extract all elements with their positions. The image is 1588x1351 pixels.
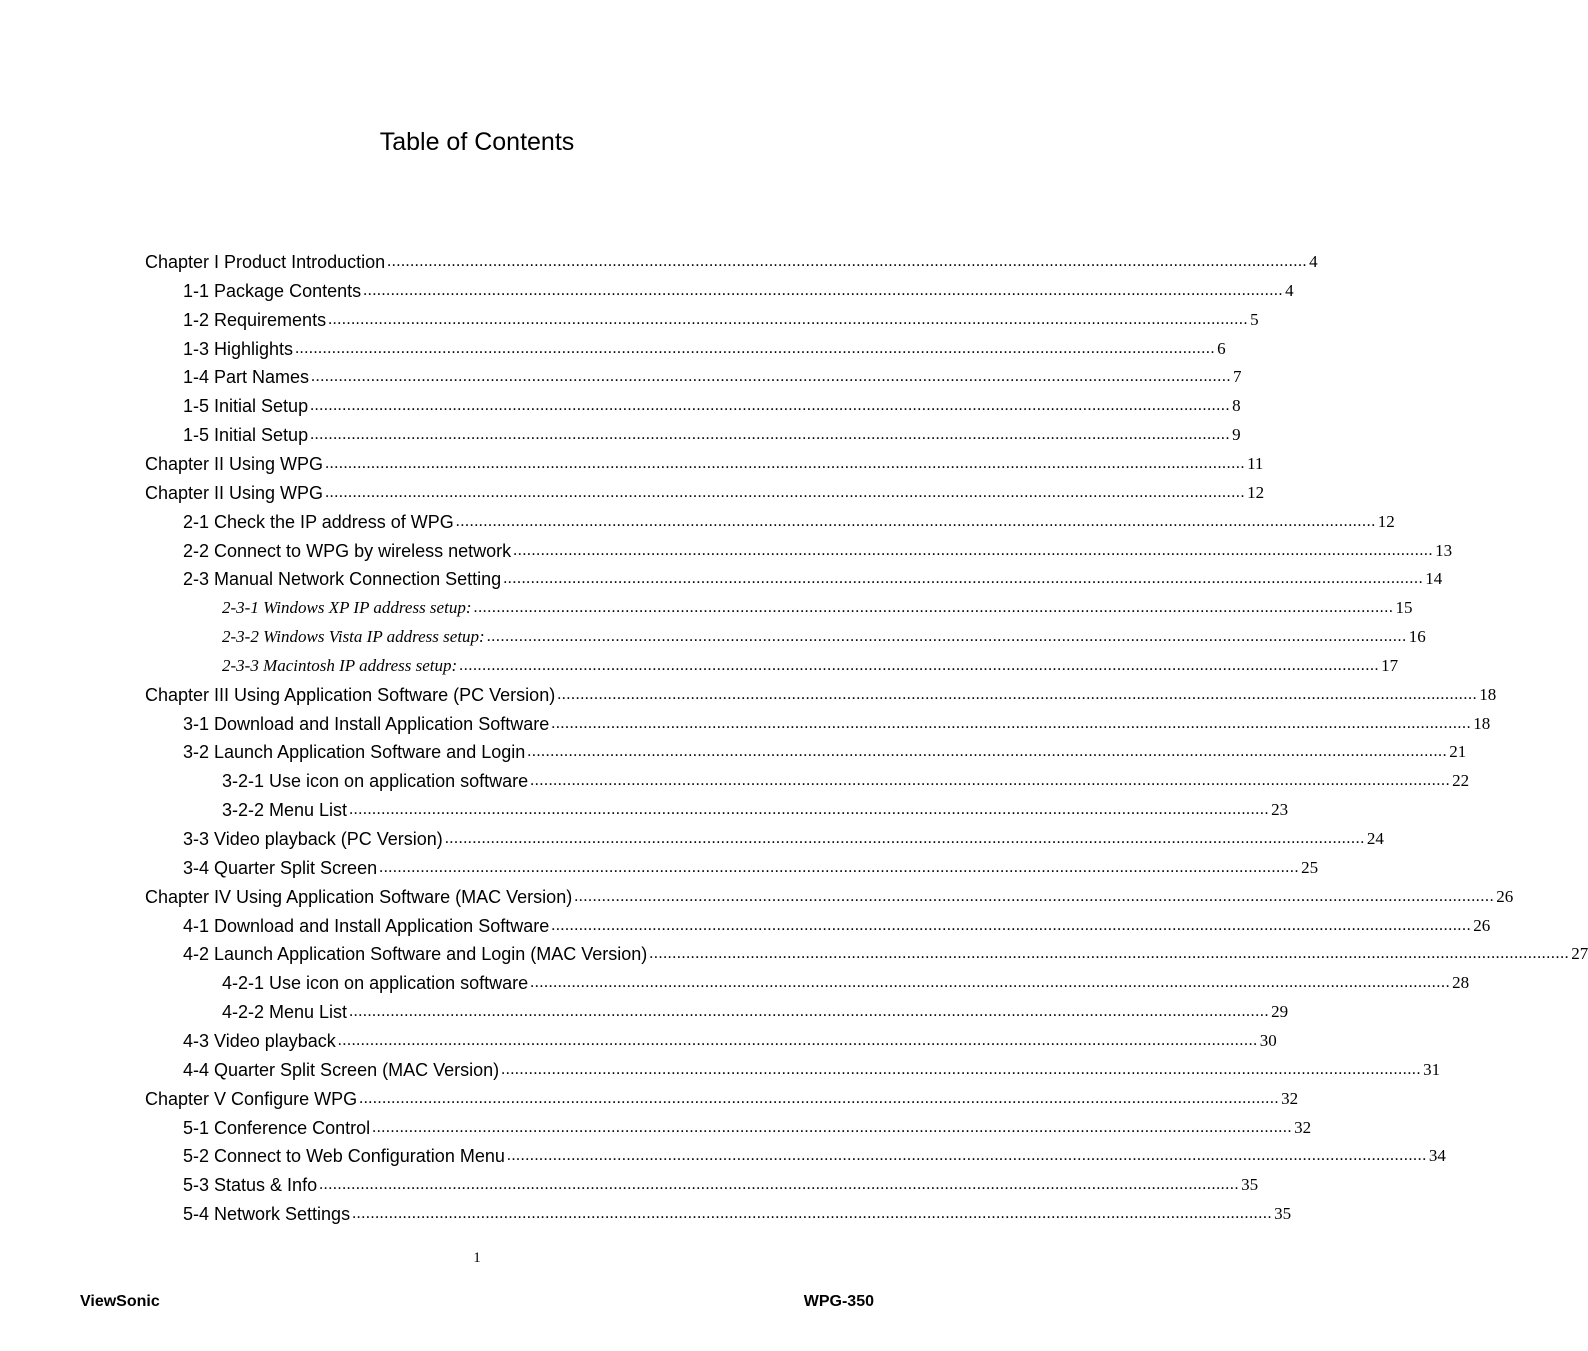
toc-leader-dots: ........................................................................................................................................................................................................	[310, 397, 1231, 415]
toc-entry[interactable]	[183, 937, 1588, 965]
toc-entry-page: 25	[1301, 857, 1319, 877]
toc-leader-dots: ........................................................................................................................................................................................................	[473, 599, 1394, 617]
toc-entry[interactable]	[145, 880, 1514, 908]
toc-leader-dots: ........................................................................................................................................................................................................	[506, 1147, 1427, 1165]
toc-leader-dots: ........................................................................................................................................................................................................	[649, 945, 1570, 963]
toc-entry-label: 4-2-2 Menu List	[222, 1002, 348, 1023]
toc-entry-label: 2-3 Manual Network Connection Setting	[183, 569, 502, 590]
toc-entry[interactable]	[183, 1053, 1441, 1081]
toc-entry[interactable]	[183, 418, 1241, 446]
toc-entry-label: 4-3 Video playback	[183, 1030, 336, 1051]
toc-entry[interactable]	[183, 735, 1467, 763]
toc-entry-page: 4	[1309, 252, 1318, 271]
toc-leader-dots: ........................................................................................................................................................................................................	[527, 743, 1448, 761]
toc-entry[interactable]	[183, 389, 1241, 417]
toc-entry-label: 1-2 Requirements	[183, 309, 327, 330]
toc-entry[interactable]	[183, 303, 1259, 331]
toc-entry-page: 9	[1232, 425, 1241, 445]
toc-leader-dots: ........................................................................................................................................................................................................	[310, 426, 1231, 444]
toc-leader-dots: ........................................................................................................................................................................................................	[311, 368, 1232, 386]
toc-leader-dots: ........................................................................................................................................................................................................	[359, 1089, 1280, 1107]
toc-leader-dots: ........................................................................................................................................................................................................	[551, 916, 1472, 934]
toc-entry[interactable]	[183, 1139, 1446, 1167]
toc-entry-page: 26	[1496, 886, 1514, 906]
toc-entry[interactable]	[222, 591, 1413, 619]
footer-model: WPG-350	[803, 1293, 874, 1310]
toc-entry[interactable]	[183, 707, 1491, 735]
toc-entry-page: 17	[1381, 655, 1399, 675]
toc-entry[interactable]	[183, 909, 1491, 937]
toc-entry-label: 3-2-2 Menu List	[222, 800, 348, 821]
toc-entry-page: 21	[1449, 742, 1467, 762]
toc-entry[interactable]	[222, 620, 1426, 648]
toc-entry[interactable]	[183, 332, 1226, 360]
toc-entry[interactable]	[183, 505, 1395, 533]
toc-entry-label: 5-2 Connect to Web Configuration Menu	[183, 1146, 505, 1167]
toc-entry-page: 13	[1435, 540, 1453, 560]
toc-entry-label: 4-1 Download and Install Application Software	[183, 915, 550, 936]
toc-entry-label: 3-2-1 Use icon on application software	[222, 771, 529, 792]
toc-entry-page: 32	[1294, 1117, 1312, 1137]
toc-entry[interactable]	[183, 1197, 1292, 1225]
toc-leader-dots: ........................................................................................................................................................................................................	[352, 1205, 1273, 1223]
toc-entry[interactable]	[145, 245, 1318, 273]
toc-entry-page: 5	[1250, 309, 1259, 329]
toc-leader-dots: ........................................................................................................................................................................................................	[349, 1003, 1270, 1021]
toc-entry-label: Chapter II Using WPG	[145, 482, 324, 503]
toc-entry-label: 5-3 Status & Info	[183, 1175, 318, 1196]
toc-entry-page: 18	[1479, 684, 1497, 704]
toc-entry-page: 23	[1271, 800, 1289, 820]
toc-entry-label: 2-3-2 Windows Vista IP address setup:	[222, 627, 485, 647]
toc-leader-dots: ........................................................................................................................................................................................................	[455, 512, 1376, 530]
toc-entry-page: 28	[1452, 973, 1470, 993]
toc-entry[interactable]	[145, 476, 1265, 504]
toc-entry[interactable]	[183, 1168, 1259, 1196]
toc-leader-dots: ........................................................................................................................................................................................................	[557, 685, 1478, 703]
toc-leader-dots: ........................................................................................................................................................................................................	[337, 1031, 1258, 1049]
toc-leader-dots: ........................................................................................................................................................................................................	[501, 1060, 1422, 1078]
toc-entry[interactable]	[222, 966, 1470, 994]
toc-entry-label: Chapter I Product Introduction	[145, 252, 386, 272]
toc-entry-page: 7	[1233, 367, 1242, 387]
toc-entry-label: Chapter III Using Application Software (PC Version)	[145, 684, 556, 705]
toc-entry-label: 5-1 Conference Control	[183, 1117, 371, 1138]
toc-entry[interactable]	[183, 822, 1384, 850]
toc-entry-page: 16	[1408, 627, 1426, 647]
toc-leader-dots: ........................................................................................................................................................................................................	[319, 1176, 1240, 1194]
toc-entry-page: 30	[1259, 1030, 1277, 1050]
toc-entry[interactable]	[183, 274, 1294, 302]
toc-entry[interactable]	[183, 562, 1443, 590]
toc-entry-page: 32	[1281, 1088, 1299, 1108]
toc-entry-page: 26	[1473, 915, 1491, 935]
toc-entry-page: 12	[1247, 482, 1265, 502]
page-number: 1	[473, 1250, 481, 1266]
toc-entry-label: 3-2 Launch Application Software and Login	[183, 742, 526, 763]
toc-leader-dots: ........................................................................................................................................................................................................	[574, 887, 1495, 905]
toc-entry[interactable]	[183, 1024, 1277, 1052]
toc-leader-dots: ........................................................................................................................................................................................................	[530, 772, 1451, 790]
toc-entry-label: 2-2 Connect to WPG by wireless network	[183, 540, 512, 561]
toc-entry-page: 35	[1241, 1175, 1259, 1195]
toc-leader-dots: ........................................................................................................................................................................................................	[513, 541, 1434, 559]
toc-entry-label: 4-4 Quarter Split Screen (MAC Version)	[183, 1059, 500, 1080]
toc-leader-dots: ........................................................................................................................................................................................................	[459, 656, 1380, 674]
toc-entry-page: 27	[1571, 944, 1588, 964]
toc-leader-dots: ........................................................................................................................................................................................................	[295, 339, 1216, 357]
toc-entry-label: 3-3 Video playback (PC Version)	[183, 829, 443, 849]
toc-entry-label: 1-4 Part Names	[183, 367, 310, 388]
toc-leader-dots: ........................................................................................................................................................................................................	[325, 483, 1246, 501]
toc-entry[interactable]	[183, 851, 1319, 879]
toc-leader-dots: ........................................................................................................................................................................................................	[503, 570, 1424, 588]
toc-entry-page: 14	[1425, 569, 1443, 589]
toc-entry-label: 2-3-1 Windows XP IP address setup:	[222, 598, 472, 618]
toc-entry-label: 1-1 Package Contents	[183, 280, 362, 301]
toc-entry[interactable]	[222, 793, 1289, 821]
toc-entry-label: 3-4 Quarter Split Screen	[183, 857, 378, 878]
toc-leader-dots: ........................................................................................................................................................................................................	[486, 628, 1407, 646]
toc-entry[interactable]	[222, 995, 1289, 1023]
toc-entry-label: 4-2 Launch Application Software and Login (MAC Version)	[183, 944, 648, 965]
toc-entry-page: 11	[1247, 453, 1264, 473]
toc-entry-page: 15	[1395, 598, 1413, 618]
toc-entry-page: 35	[1274, 1204, 1292, 1224]
toc-entry-label: 2-3-3 Macintosh IP address setup:	[222, 655, 458, 675]
toc-leader-dots: ........................................................................................................................................................................................................	[379, 858, 1300, 876]
toc-leader-dots: ........................................................................................................................................................................................................	[444, 830, 1365, 847]
toc-entry-page: 4	[1285, 280, 1294, 300]
toc-leader-dots: ........................................................................................................................................................................................................	[328, 310, 1249, 328]
toc-entry-page: 34	[1428, 1146, 1446, 1166]
toc-leader-dots: ........................................................................................................................................................................................................	[387, 253, 1308, 270]
toc-leader-dots: ........................................................................................................................................................................................................	[372, 1118, 1293, 1136]
toc-entry-page: 31	[1423, 1059, 1441, 1079]
toc-entry-label: 3-1 Download and Install Application Software	[183, 713, 550, 734]
toc-leader-dots: ........................................................................................................................................................................................................	[551, 714, 1472, 732]
page-title: Table of Contents	[379, 128, 575, 156]
toc-leader-dots: ........................................................................................................................................................................................................	[349, 801, 1270, 819]
toc-leader-dots: ........................................................................................................................................................................................................	[325, 454, 1246, 472]
toc-entry-label: 1-5 Initial Setup	[183, 425, 309, 446]
toc-leader-dots: ........................................................................................................................................................................................................	[363, 281, 1284, 299]
toc-entry[interactable]	[183, 1111, 1312, 1139]
toc-entry[interactable]	[183, 360, 1242, 388]
toc-entry-page: 8	[1232, 396, 1241, 416]
toc-entry-label: Chapter IV Using Application Software (MAC Version)	[145, 886, 573, 907]
toc-entry-page: 6	[1217, 338, 1226, 358]
toc-entry-label: Chapter V Configure WPG	[145, 1088, 358, 1109]
toc-entry-page: 22	[1452, 771, 1470, 791]
toc-entry[interactable]	[222, 764, 1470, 792]
toc-entry-label: 1-5 Initial Setup	[183, 396, 309, 417]
toc-entry-label: 2-1 Check the IP address of WPG	[183, 511, 454, 532]
toc-entry[interactable]	[145, 1082, 1299, 1110]
toc-entry[interactable]	[222, 649, 1399, 677]
toc-entry-label: 4-2-1 Use icon on application software	[222, 973, 529, 994]
footer-brand: ViewSonic	[80, 1293, 160, 1310]
toc-leader-dots: ........................................................................................................................................................................................................	[530, 974, 1451, 992]
toc-entry-page: 12	[1377, 511, 1395, 531]
toc-entry-page: 18	[1473, 713, 1491, 733]
toc-entry-label: 5-4 Network Settings	[183, 1204, 351, 1225]
toc-entry[interactable]	[145, 447, 1264, 475]
toc-entry-label: 1-3 Highlights	[183, 338, 294, 359]
toc-entry-page: 29	[1271, 1002, 1289, 1022]
toc-entry[interactable]	[183, 534, 1453, 562]
toc-entry-label: Chapter II Using WPG	[145, 453, 324, 474]
toc-entry[interactable]	[145, 678, 1497, 706]
toc-entry-page: 24	[1366, 829, 1384, 848]
